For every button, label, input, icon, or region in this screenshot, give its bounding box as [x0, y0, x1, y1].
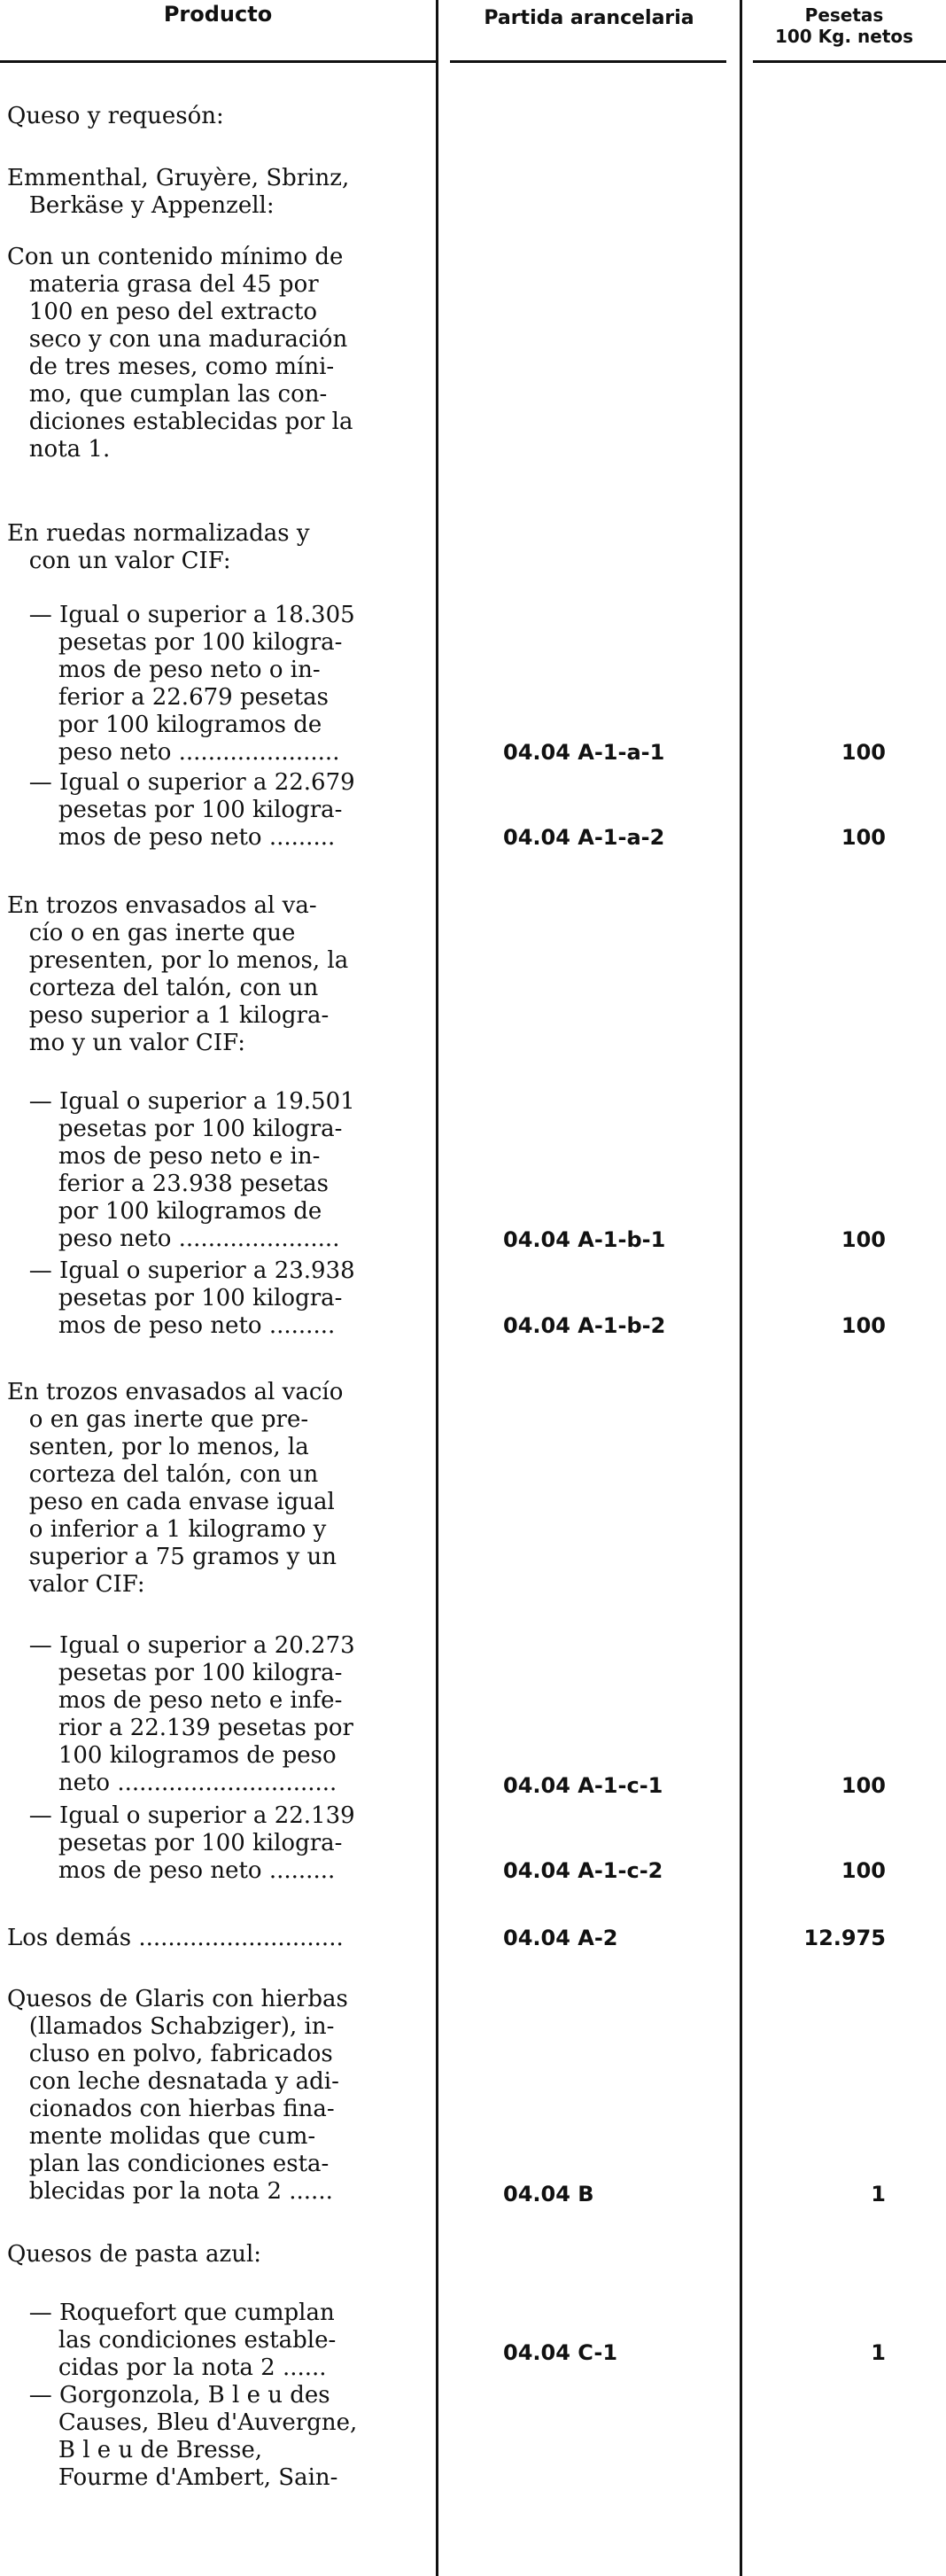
tariff-code: 04.04 A-1-c-1	[503, 1773, 663, 1798]
text-ruedas-item-2: — Igual o superior a 22.679 pesetas por 100 kilogra- mos de peso neto .........	[28, 769, 355, 851]
header-unidad: 100 Kg. netos	[774, 26, 914, 47]
header-producto: Producto	[163, 2, 273, 27]
tariff-value: 100	[841, 1858, 886, 1883]
text-trozos-75g-item-1: — Igual o superior a 20.273 pesetas por 100 kilogra- mos de peso neto e infe- rior a 22.139 pesetas por 100 kilogramos de peso neto ..............................	[28, 1632, 355, 1796]
tariff-value: 1	[871, 2340, 886, 2365]
header-rule-producto	[0, 60, 436, 63]
header-pesetas: Pesetas	[804, 4, 884, 26]
tariff-code: 04.04 A-1-a-1	[503, 740, 665, 765]
column-divider-2	[740, 0, 742, 2576]
text-emmenthal: Emmenthal, Gruyère, Sbrinz, Berkäse y Appenzell:	[7, 165, 350, 219]
text-quesos-glaris: Quesos de Glaris con hierbas (llamados Schabziger), in- cluso en polvo, fabricados con leche desnatada y adi- cionados con hierbas fina- mente molidas que cum- plan las condiciones esta- blecidas por la nota 2 ......	[7, 1986, 348, 2205]
text-ruedas: En ruedas normalizadas y con un valor CIF:	[7, 520, 310, 574]
tariff-value: 100	[841, 1773, 886, 1798]
header-partida: Partida arancelaria	[484, 7, 694, 29]
tariff-value: 1	[871, 2182, 886, 2206]
tariff-value: 100	[841, 740, 886, 765]
header-rule-pesetas	[753, 60, 946, 63]
header-rule-partida	[450, 60, 726, 63]
tariff-value: 100	[841, 1313, 886, 1338]
tariff-value: 100	[841, 825, 886, 850]
tariff-code: 04.04 A-1-c-2	[503, 1858, 663, 1883]
text-pasta-azul: Quesos de pasta azul:	[7, 2241, 262, 2268]
tariff-code: 04.04 B	[503, 2182, 594, 2206]
text-roquefort: — Roquefort que cumplan las condiciones estable- cidas por la nota 2 ......	[28, 2300, 337, 2381]
text-ruedas-item-1: — Igual o superior a 18.305 pesetas por 100 kilogra- mos de peso neto o in- ferior a 22.679 pesetas por 100 kilogramos de peso neto ......................	[28, 602, 355, 766]
tariff-code: 04.04 A-1-b-2	[503, 1313, 666, 1338]
text-queso-requeson: Queso y requesón:	[7, 103, 224, 129]
tariff-code: 04.04 A-2	[503, 1926, 618, 1950]
text-trozos-75g-item-2: — Igual o superior a 22.139 pesetas por 100 kilogra- mos de peso neto .........	[28, 1802, 355, 1884]
text-trozos-item-1: — Igual o superior a 19.501 pesetas por 100 kilogra- mos de peso neto e in- ferior a 23.938 pesetas por 100 kilogramos de peso neto ......................	[28, 1088, 355, 1252]
tariff-value: 12.975	[803, 1926, 886, 1950]
column-divider-1	[436, 0, 438, 2576]
tariff-code: 04.04 C-1	[503, 2340, 618, 2365]
tariff-code: 04.04 A-1-a-2	[503, 825, 665, 850]
tariff-code: 04.04 A-1-b-1	[503, 1227, 666, 1252]
text-gorgonzola: — Gorgonzola, B l e u des Causes, Bleu d'Auvergne, B l e u de Bresse, Fourme d'Ambert, Sain-	[28, 2382, 358, 2491]
text-los-demas: Los demás ............................	[7, 1925, 344, 1951]
text-trozos-1kg: En trozos envasados al va- cío o en gas inerte que presenten, por lo menos, la corteza del talón, con un peso superior a 1 kilogra- mo y un valor CIF:	[7, 892, 349, 1056]
text-trozos-75g: En trozos envasados al vacío o en gas inerte que pre- senten, por lo menos, la corteza del talón, con un peso en cada envase igual o inferior a 1 kilogramo y superior a 75 gramos y un valor CIF:	[7, 1379, 344, 1598]
text-contenido-minimo: Con un contenido mínimo de materia grasa del 45 por 100 en peso del extracto seco y con una maduración de tres meses, como míni- mo, que cumplan las con- diciones establecidas por la nota 1.	[7, 244, 353, 463]
tariff-value: 100	[841, 1227, 886, 1252]
text-trozos-item-2: — Igual o superior a 23.938 pesetas por 100 kilogra- mos de peso neto .........	[28, 1257, 355, 1339]
